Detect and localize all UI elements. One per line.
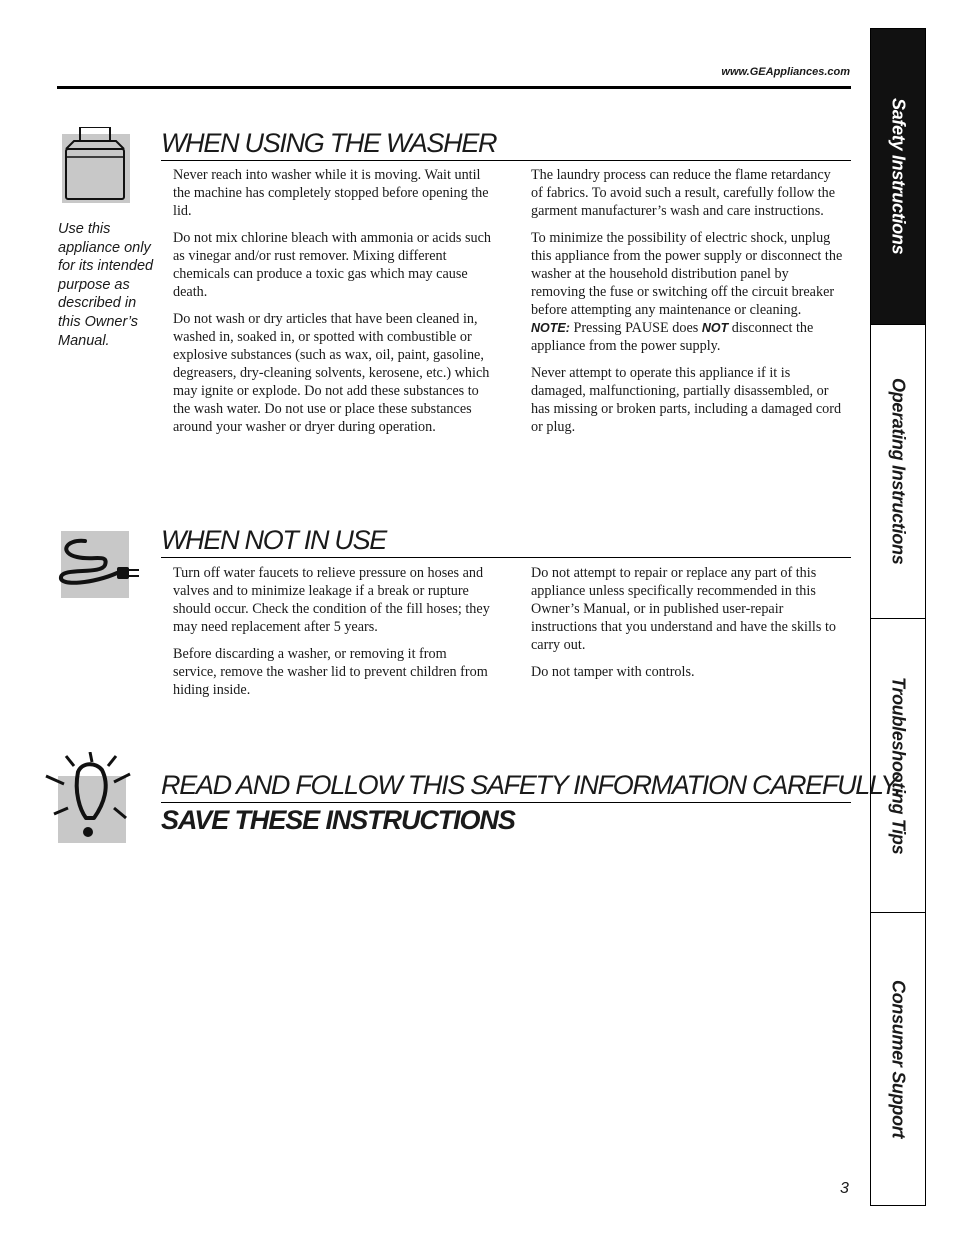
section-title-not-in-use: WHEN NOT IN USE	[161, 525, 387, 555]
paragraph: Turn off water faucets to relieve pressure on hoses and valves and to minimize leakage if a break or rupture should occur. Check the condition of the fill hoses; they may need replacement after 5 years.	[173, 565, 490, 635]
paragraph: Before discarding a washer, or removing it from service, remove the washer lid to prevent children from hiding inside.	[173, 646, 488, 698]
tab-safety-instructions[interactable]: Safety Instructions	[871, 29, 925, 325]
section-rule	[161, 557, 851, 558]
washer-icon	[62, 127, 130, 208]
tab-troubleshooting-tips[interactable]: Troubleshooting Tips	[871, 619, 925, 913]
paragraph: Never attempt to operate this appliance if it is damaged, malfunctioning, partially disassembled, or has missing or broken parts, including a damaged cord or plug.	[531, 365, 842, 435]
paragraph: Do not attempt to repair or replace any part of this appliance unless specifically recommended in this Owner’s Manual, or in published user-repair instructions that you understand and have the skills to carry out.	[531, 565, 836, 653]
paragraph: Do not wash or dry articles that have been cleaned in, washed in, soaked in, or spotted with combustible or explosive substances (such as wax, oil, paint, gasoline, degreasers, dry-cleaning solvents, kerosene, etc.) which may ignite or explode. Do not add these substances to the wash water. Do not use or place these substances around your washer or dryer during operation.	[173, 311, 490, 435]
washer-left-column	[173, 166, 493, 445]
not-in-use-right-column	[531, 564, 843, 690]
section-tabs	[870, 28, 926, 1206]
paragraph: To minimize the possibility of electric shock, unplug this appliance from the power supply or disconnect the washer at the household distribution panel by removing the fuse or switching off the circuit breaker before attempting any maintenance or cleaning. NOTE: Pressing PAUSE does NOT disconnect the appliance from the power supply.	[531, 230, 843, 354]
top-rule	[57, 86, 851, 89]
paragraph: Do not tamper with controls.	[531, 664, 695, 680]
paragraph: The laundry process can reduce the flame retardancy of fabrics. To avoid such a result, carefully follow the garment manufacturer’s wash and care instructions.	[531, 167, 836, 219]
section-rule	[161, 160, 851, 161]
side-note: Use this appliance only for its intended purpose as described in this Owner’s Manual.	[58, 221, 154, 349]
note-label: NOTE:	[531, 321, 570, 335]
warning-icon	[44, 752, 132, 849]
page-number: 3	[840, 1180, 849, 1197]
tab-operating-instructions[interactable]: Operating Instructions	[871, 325, 925, 619]
plug-icon	[55, 531, 145, 604]
note-emphasis: NOT	[701, 321, 729, 335]
section-title-using-washer: WHEN USING THE WASHER	[161, 128, 497, 158]
not-in-use-left-column	[173, 564, 493, 708]
website-url: www.GEAppliances.com	[721, 66, 850, 78]
tab-consumer-support[interactable]: Consumer Support	[888, 979, 909, 1139]
paragraph: Do not mix chlorine bleach with ammonia or acids such as vinegar and/or rust remover. Mixing different chemicals can produce a toxic gas which may cause death.	[173, 230, 491, 300]
safety-read-title: READ AND FOLLOW THIS SAFETY INFORMATION CAREFULLY.	[161, 770, 901, 800]
paragraph: Never reach into washer while it is moving. Wait until the machine has completely stopped before opening the lid.	[173, 167, 489, 219]
save-instructions-title: SAVE THESE INSTRUCTIONS	[161, 805, 515, 835]
section-rule	[161, 802, 851, 803]
washer-right-column	[531, 166, 843, 445]
